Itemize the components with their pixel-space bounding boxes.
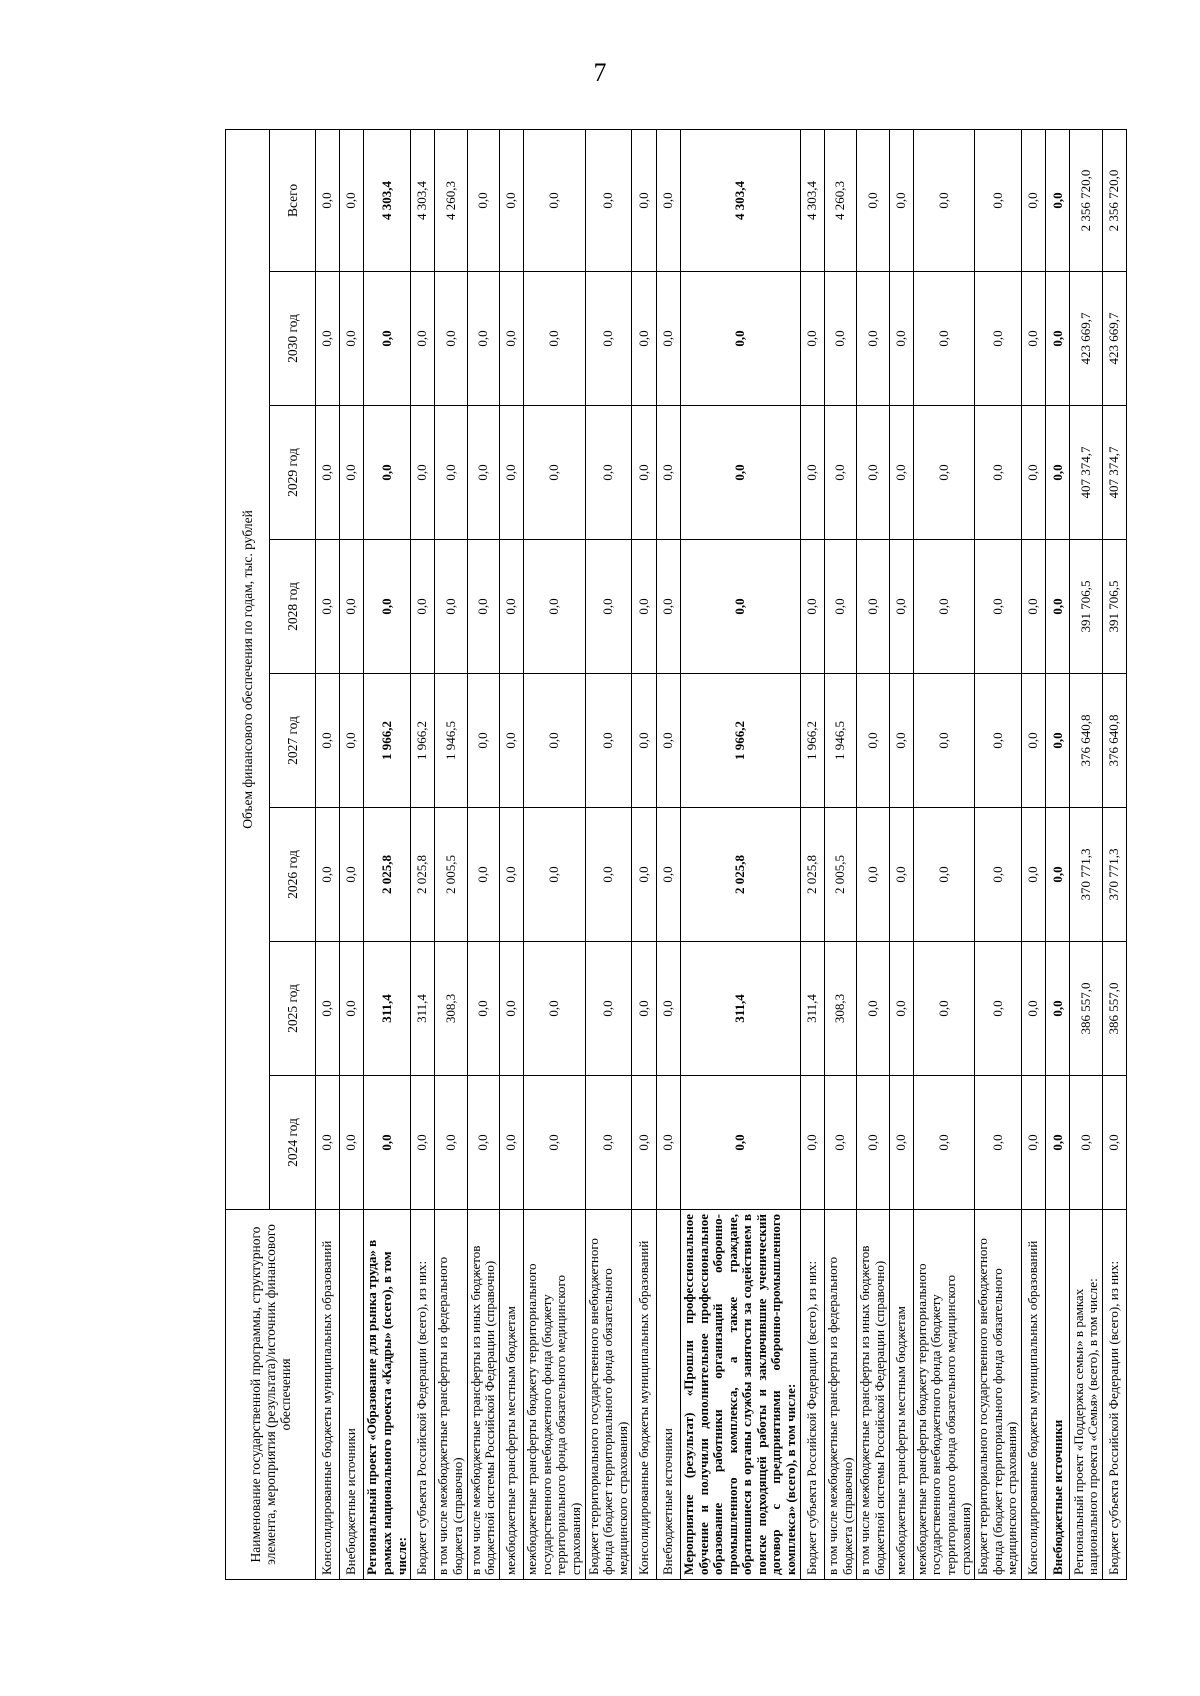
cell-value: 0,0 [435,406,467,540]
header-year: 2025 год [270,942,316,1076]
row-name: Региональный проект «Поддержка семьи» в рамках национального проекта «Семья» (всего), в том числе: [1070,1210,1102,1580]
cell-value: 0,0 [411,406,435,540]
page-number: 7 [593,58,607,87]
cell-value: 0,0 [975,942,1022,1076]
header-year: 2028 год [270,540,316,674]
table-body [316,129,1127,1579]
cell-value: 0,0 [975,1076,1022,1210]
cell-value: 0,0 [411,1076,435,1210]
cell-value: 0,0 [1022,1076,1046,1210]
cell-total: 0,0 [1022,129,1046,271]
cell-total: 0,0 [975,129,1022,271]
cell-value: 407 374,7 [1102,406,1126,540]
cell-value: 1 946,5 [435,674,467,808]
budget-table [225,129,1127,1580]
header-year: 2029 год [270,406,316,540]
cell-value: 0,0 [364,540,411,674]
cell-value: 2 025,8 [411,808,435,942]
cell-value: 0,0 [340,942,364,1076]
cell-value: 0,0 [656,272,680,406]
row-name: Региональный проект «Образование для рынка труда» в рамках национального проекта «Кадры» (всего), в том числе: [364,1210,411,1580]
row-name: Внебюджетные источники [1046,1210,1070,1580]
cell-value: 0,0 [435,540,467,674]
table-row [889,129,913,1579]
row-name: межбюджетные трансферты местным бюджетам [889,1210,913,1580]
cell-value: 0,0 [632,942,656,1076]
header-volume-group: Объем финансового обеспечения по годам, тыс. рублей [226,129,270,1209]
cell-value: 0,0 [800,406,824,540]
cell-value: 0,0 [1022,808,1046,942]
cell-value: 0,0 [800,1076,824,1210]
budget-table-wrapper [225,130,1127,1580]
cell-value: 0,0 [340,1076,364,1210]
cell-value: 0,0 [585,1076,632,1210]
cell-value: 0,0 [889,406,913,540]
table-row [499,129,523,1579]
cell-value: 0,0 [889,674,913,808]
row-name: Бюджет субъекта Российской Федерации (всего), из них: [800,1210,824,1580]
cell-value: 0,0 [1102,1076,1126,1210]
cell-value: 0,0 [585,540,632,674]
cell-value: 0,0 [467,406,499,540]
cell-value: 0,0 [975,674,1022,808]
table-row [340,129,364,1579]
cell-total: 0,0 [585,129,632,271]
cell-value: 0,0 [467,272,499,406]
table-row [467,129,499,1579]
cell-total: 0,0 [524,129,586,271]
cell-total: 0,0 [1046,129,1070,271]
cell-value: 0,0 [411,272,435,406]
cell-value: 423 669,7 [1102,272,1126,406]
table-row [435,129,467,1579]
cell-value: 0,0 [913,1076,975,1210]
cell-value: 0,0 [585,406,632,540]
cell-value: 0,0 [316,406,340,540]
cell-value: 391 706,5 [1102,540,1126,674]
cell-value: 0,0 [316,674,340,808]
cell-value: 0,0 [1046,674,1070,808]
cell-total: 0,0 [316,129,340,271]
cell-value: 0,0 [499,674,523,808]
cell-total: 4 303,4 [800,129,824,271]
row-name: межбюджетные трансферты местным бюджетам [499,1210,523,1580]
cell-value: 0,0 [1046,406,1070,540]
cell-total: 2 356 720,0 [1070,129,1102,271]
row-name: Мероприятие (результат) «Прошли профессиональное обучение и получили дополнительное профессиональное образование работники организаций оборонно-промышленного комплекса, а также граждане, обратившиеся в органы службы занятости за содействием в поиске подходящей работы и заключившие ученический договор с предприятиями оборонно-промышленного комплекса» (всего), в том числе: [680,1210,800,1580]
cell-value: 0,0 [585,674,632,808]
cell-value: 0,0 [857,808,889,942]
cell-value: 0,0 [340,808,364,942]
cell-value: 0,0 [435,1076,467,1210]
cell-value: 0,0 [585,272,632,406]
header-year: 2026 год [270,808,316,942]
cell-value: 0,0 [800,540,824,674]
cell-value: 370 771,3 [1070,808,1102,942]
cell-value: 0,0 [913,674,975,808]
table-row [1022,129,1046,1579]
header-year: 2024 год [270,1076,316,1210]
cell-value: 0,0 [825,1076,857,1210]
cell-value: 308,3 [825,942,857,1076]
cell-value: 0,0 [340,674,364,808]
row-name: Бюджет территориального государственного внебюджетного фонда (бюджет территориального фонда обязательного медицинского страхования) [585,1210,632,1580]
cell-value: 0,0 [467,540,499,674]
cell-value: 0,0 [585,808,632,942]
cell-total: 4 303,4 [680,129,800,271]
cell-value: 0,0 [857,272,889,406]
cell-value: 0,0 [1046,1076,1070,1210]
cell-value: 0,0 [857,1076,889,1210]
cell-value: 0,0 [524,406,586,540]
cell-value: 1 966,2 [411,674,435,808]
cell-value: 0,0 [913,406,975,540]
cell-value: 0,0 [889,942,913,1076]
cell-value: 0,0 [1046,942,1070,1076]
cell-value: 0,0 [1022,540,1046,674]
cell-total: 0,0 [632,129,656,271]
cell-value: 0,0 [467,674,499,808]
cell-value: 0,0 [913,540,975,674]
cell-value: 1 966,2 [680,674,800,808]
cell-value: 386 557,0 [1070,942,1102,1076]
cell-value: 0,0 [632,674,656,808]
cell-value: 0,0 [913,942,975,1076]
cell-value: 0,0 [435,272,467,406]
cell-value: 0,0 [316,540,340,674]
cell-value: 0,0 [680,406,800,540]
cell-value: 0,0 [857,406,889,540]
cell-value: 0,0 [585,942,632,1076]
cell-value: 0,0 [524,540,586,674]
cell-value: 0,0 [524,942,586,1076]
cell-total: 0,0 [857,129,889,271]
cell-value: 0,0 [524,808,586,942]
cell-value: 391 706,5 [1070,540,1102,674]
cell-value: 0,0 [889,272,913,406]
cell-value: 423 669,7 [1070,272,1102,406]
table-row [975,129,1022,1579]
cell-value: 0,0 [467,1076,499,1210]
cell-value: 0,0 [975,808,1022,942]
header-year: 2030 год [270,272,316,406]
row-name: Бюджет территориального государственного внебюджетного фонда (бюджет территориального фонда обязательного медицинского страхования) [975,1210,1022,1580]
cell-total: 0,0 [499,129,523,271]
cell-value: 0,0 [632,272,656,406]
cell-value: 0,0 [975,406,1022,540]
cell-value: 407 374,7 [1070,406,1102,540]
cell-value: 0,0 [656,406,680,540]
cell-value: 308,3 [435,942,467,1076]
table-row [1046,129,1070,1579]
cell-value: 376 640,8 [1102,674,1126,808]
cell-value: 0,0 [340,540,364,674]
cell-value: 311,4 [800,942,824,1076]
cell-value: 0,0 [364,272,411,406]
row-name: в том числе межбюджетные трансферты из федерального бюджета (справочно) [825,1210,857,1580]
cell-value: 0,0 [340,272,364,406]
table-row [680,129,800,1579]
cell-value: 0,0 [499,808,523,942]
cell-total: 0,0 [340,129,364,271]
cell-value: 0,0 [632,1076,656,1210]
cell-value: 0,0 [857,674,889,808]
cell-value: 0,0 [467,808,499,942]
cell-value: 1 966,2 [364,674,411,808]
table-row [524,129,586,1579]
cell-value: 2 005,5 [435,808,467,942]
cell-value: 0,0 [524,1076,586,1210]
table-row [1070,129,1102,1579]
cell-value: 0,0 [800,272,824,406]
cell-total: 4 260,3 [825,129,857,271]
cell-value: 0,0 [524,272,586,406]
cell-value: 0,0 [1046,808,1070,942]
cell-value: 0,0 [889,540,913,674]
row-name: Консолидированные бюджеты муниципальных образований [632,1210,656,1580]
header-name: Наименование государственной программы, структурного элемента, мероприятия (результата)/источник финансового обеспечения [226,1210,316,1580]
table-row [857,129,889,1579]
cell-value: 0,0 [499,1076,523,1210]
header-total: Всего [270,129,316,271]
cell-value: 0,0 [975,272,1022,406]
cell-value: 0,0 [499,942,523,1076]
cell-total: 4 303,4 [411,129,435,271]
cell-value: 0,0 [1022,272,1046,406]
table-row [411,129,435,1579]
cell-value: 0,0 [825,540,857,674]
cell-value: 0,0 [316,942,340,1076]
table-row [585,129,632,1579]
cell-value: 0,0 [656,808,680,942]
cell-value: 0,0 [467,942,499,1076]
table-row [632,129,656,1579]
cell-value: 0,0 [656,540,680,674]
cell-value: 0,0 [889,1076,913,1210]
cell-value: 0,0 [825,406,857,540]
cell-value: 2 025,8 [800,808,824,942]
row-name: Бюджет субъекта Российской Федерации (всего), из них: [411,1210,435,1580]
cell-value: 0,0 [316,808,340,942]
table-row [825,129,857,1579]
cell-value: 0,0 [656,942,680,1076]
cell-total: 4 260,3 [435,129,467,271]
cell-value: 0,0 [316,272,340,406]
row-name: в том числе межбюджетные трансферты из федерального бюджета (справочно) [435,1210,467,1580]
cell-value: 311,4 [680,942,800,1076]
cell-total: 2 356 720,0 [1102,129,1126,271]
cell-value: 0,0 [913,808,975,942]
cell-value: 386 557,0 [1102,942,1126,1076]
cell-value: 370 771,3 [1102,808,1126,942]
cell-value: 0,0 [1022,674,1046,808]
cell-value: 0,0 [499,272,523,406]
cell-value: 0,0 [1046,540,1070,674]
row-name: Консолидированные бюджеты муниципальных образований [316,1210,340,1580]
table-row [656,129,680,1579]
table-row [800,129,824,1579]
cell-value: 0,0 [825,272,857,406]
row-name: Консолидированные бюджеты муниципальных образований [1022,1210,1046,1580]
cell-value: 0,0 [632,406,656,540]
cell-total: 0,0 [913,129,975,271]
cell-value: 0,0 [1070,1076,1102,1210]
cell-value: 0,0 [524,674,586,808]
table-row [1102,129,1126,1579]
cell-value: 311,4 [411,942,435,1076]
cell-value: 0,0 [857,540,889,674]
cell-value: 0,0 [1046,272,1070,406]
row-name: в том числе межбюджетные трансферты из иных бюджетов бюджетной системы Российской Федерации (справочно) [857,1210,889,1580]
cell-value: 0,0 [656,1076,680,1210]
table-row [316,129,340,1579]
cell-value: 0,0 [316,1076,340,1210]
cell-value: 0,0 [340,406,364,540]
cell-total: 0,0 [656,129,680,271]
cell-total: 4 303,4 [364,129,411,271]
cell-value: 2 005,5 [825,808,857,942]
cell-value: 2 025,8 [364,808,411,942]
row-name: межбюджетные трансферты бюджету территориального государственного внебюджетного фонда (бюджету территориального фонда обязательного медицинского страхования) [913,1210,975,1580]
cell-total: 0,0 [467,129,499,271]
cell-value: 0,0 [632,808,656,942]
cell-value: 0,0 [680,272,800,406]
row-name: Внебюджетные источники [656,1210,680,1580]
cell-value: 0,0 [1022,406,1046,540]
cell-value: 2 025,8 [680,808,800,942]
cell-value: 0,0 [1022,942,1046,1076]
row-name: межбюджетные трансферты бюджету территориального государственного внебюджетного фонда (бюджету территориального фонда обязательного медицинского страхования) [524,1210,586,1580]
cell-value: 0,0 [913,272,975,406]
row-name: в том числе межбюджетные трансферты из иных бюджетов бюджетной системы Российской Федерации (справочно) [467,1210,499,1580]
cell-value: 0,0 [680,1076,800,1210]
cell-value: 0,0 [499,540,523,674]
row-name: Бюджет субъекта Российской Федерации (всего), из них: [1102,1210,1126,1580]
cell-value: 376 640,8 [1070,674,1102,808]
cell-value: 0,0 [680,540,800,674]
table-row [364,129,411,1579]
header-year: 2027 год [270,674,316,808]
cell-total: 0,0 [889,129,913,271]
cell-value: 0,0 [364,406,411,540]
cell-value: 0,0 [889,808,913,942]
cell-value: 0,0 [656,674,680,808]
cell-value: 0,0 [499,406,523,540]
cell-value: 0,0 [364,1076,411,1210]
cell-value: 0,0 [975,540,1022,674]
row-name: Внебюджетные источники [340,1210,364,1580]
cell-value: 0,0 [857,942,889,1076]
cell-value: 1 946,5 [825,674,857,808]
cell-value: 0,0 [411,540,435,674]
cell-value: 311,4 [364,942,411,1076]
cell-value: 0,0 [632,540,656,674]
cell-value: 1 966,2 [800,674,824,808]
table-row [913,129,975,1579]
